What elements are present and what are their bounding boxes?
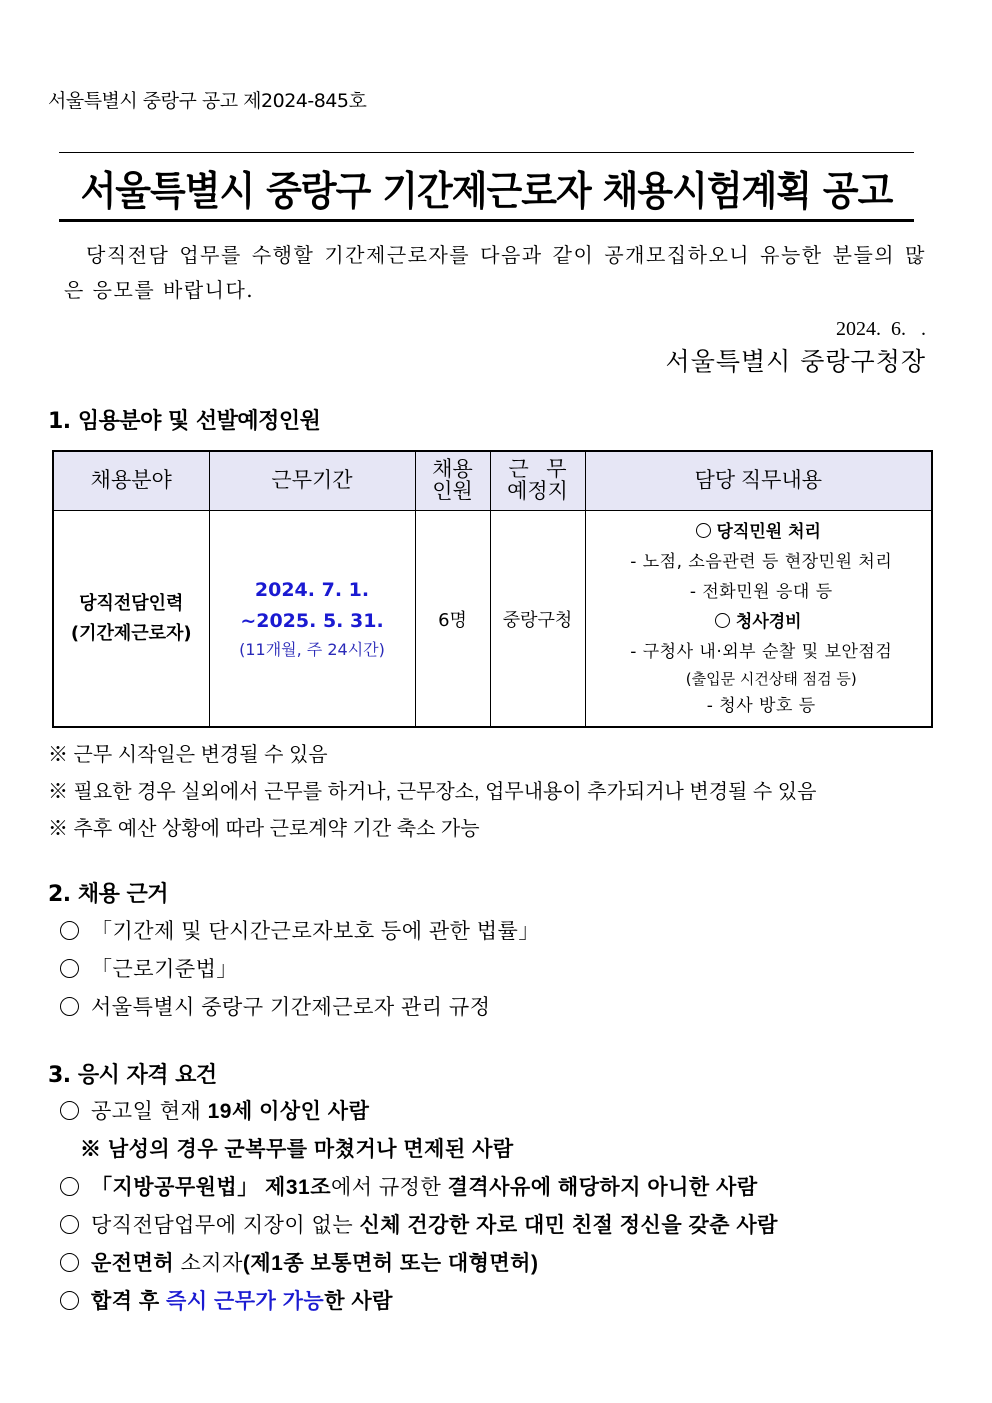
header-duties: 담당 직무내용 xyxy=(585,451,932,511)
eligibility-list xyxy=(60,1093,778,1321)
text-bold: 「지방공무원법」 제31조 xyxy=(91,1176,331,1199)
intro-paragraph: 당직전담 업무를 수행할 기간제근로자를 다음과 같이 공개모집하오니 유능한 분들의 많은 응모를 바랍니다. xyxy=(64,243,926,302)
circle-bullet-icon xyxy=(60,1215,79,1234)
header-field: 채용분야 xyxy=(53,451,209,511)
duty-group1-title xyxy=(586,517,932,547)
note-item: ※ 필요한 경우 실외에서 근무를 하거나, 근무장소, 업무내용이 추가되거나 변경될 수 있음 xyxy=(48,781,817,803)
circle-bullet-icon xyxy=(60,997,79,1016)
circle-bullet-icon xyxy=(60,1177,79,1196)
list-item-text: 「근로기준법」 xyxy=(91,958,238,981)
duty-item: - 노점, 소음관련 등 현장민원 처리 xyxy=(630,551,893,572)
text-bold: 결격사유에 해당하지 아니한 사람 xyxy=(447,1176,758,1199)
list-item xyxy=(60,1093,778,1131)
list-item xyxy=(60,1283,778,1321)
circle-bullet-icon xyxy=(60,1253,79,1272)
list-item xyxy=(60,1245,778,1283)
duty-item: - 전화민원 응대 등 xyxy=(689,581,833,602)
notice-date: 2024. 6. . xyxy=(836,318,926,340)
issuer: 서울특별시 중랑구청장 xyxy=(665,347,926,376)
header-count xyxy=(415,451,490,511)
cell-place: 중랑구청 xyxy=(490,511,585,728)
period-end: ~2025. 5. 31. xyxy=(240,609,384,632)
circle-bullet-icon xyxy=(715,613,730,628)
header-place xyxy=(490,451,585,511)
header-period: 근무기간 xyxy=(209,451,415,511)
duty-subitem: (출입문 시건상태 점검 등) xyxy=(685,669,857,688)
duty-group1-label: 당직민원 처리 xyxy=(716,521,821,542)
note-item: ※ 근무 시작일은 변경될 수 있음 xyxy=(48,744,328,766)
header-count-line1: 채용 xyxy=(432,458,473,481)
note-item: ※ 추후 예산 상황에 따라 근로계약 기간 축소 가능 xyxy=(48,818,480,840)
cell-field xyxy=(53,511,209,728)
list-item xyxy=(60,1207,778,1245)
text-bold: 운전면허 xyxy=(91,1252,175,1275)
duty-group2-label: 청사경비 xyxy=(735,611,802,632)
list-item-text: 서울특별시 중랑구 기간제근로자 관리 규정 xyxy=(91,996,491,1019)
header-place-line2: 예정지 xyxy=(507,480,568,503)
list-item xyxy=(60,913,540,951)
text-highlight: 즉시 근무가 가능 xyxy=(166,1290,325,1313)
circle-bullet-icon xyxy=(60,1101,79,1120)
field-type: (기간제근로자) xyxy=(70,622,192,644)
table-notes xyxy=(48,737,816,848)
list-subnote: ※ 남성의 경우 군복무를 마쳤거나 면제된 사람 xyxy=(80,1138,514,1161)
period-start: 2024. 7. 1. xyxy=(254,578,370,601)
text-bold: (제1종 보통면허 또는 대형면허) xyxy=(242,1252,539,1275)
list-item-text: 「기간제 및 단시간근로자보호 등에 관한 법률」 xyxy=(91,920,540,943)
list-item xyxy=(60,989,540,1027)
text-bold: 19세 이상인 사람 xyxy=(207,1100,370,1123)
circle-bullet-icon xyxy=(60,1291,79,1310)
list-item xyxy=(60,1169,778,1207)
text: 당직전담업무에 지장이 없는 xyxy=(91,1214,360,1237)
legal-basis-list xyxy=(60,913,540,1027)
table-row xyxy=(53,511,932,728)
period-note: (11개월, 주 24시간) xyxy=(239,639,385,659)
section2-heading: 2. 채용 근거 xyxy=(48,882,168,907)
text: 공고일 현재 xyxy=(91,1100,208,1123)
cell-period xyxy=(209,511,415,728)
circle-bullet-icon xyxy=(60,959,79,978)
text-bold: 합격 후 xyxy=(91,1290,167,1313)
text: 에서 규정한 xyxy=(330,1176,448,1199)
notice-number: 서울특별시 중랑구 공고 제2024-845호 xyxy=(48,90,367,112)
recruitment-table xyxy=(52,450,933,728)
header-place-line1: 근 무 xyxy=(508,458,567,481)
title-bottom-rule xyxy=(59,219,914,222)
duty-item: - 청사 방호 등 xyxy=(706,695,816,716)
duty-group2-title xyxy=(586,607,932,637)
title-top-rule xyxy=(59,152,914,153)
circle-bullet-icon xyxy=(696,523,711,538)
cell-count: 6명 xyxy=(415,511,490,728)
text-bold: 신체 건강한 자로 대민 친절 정신을 갖춘 사람 xyxy=(359,1214,778,1237)
circle-bullet-icon xyxy=(60,921,79,940)
text-bold: 한 사람 xyxy=(324,1290,393,1313)
section1-heading: 1. 임용분야 및 선발예정인원 xyxy=(48,409,321,434)
table-header-row xyxy=(53,451,932,511)
header-count-line2: 인원 xyxy=(432,480,473,503)
duty-item: - 구청사 내·외부 순찰 및 보안점검 xyxy=(630,641,893,662)
page-title: 서울특별시 중랑구 기간제근로자 채용시험계획 공고 xyxy=(80,167,893,214)
list-item xyxy=(60,951,540,989)
field-name: 당직전담인력 xyxy=(79,592,184,614)
section3-heading: 3. 응시 자격 요건 xyxy=(48,1063,217,1088)
cell-duties xyxy=(585,511,932,728)
text: 소지자 xyxy=(174,1252,243,1275)
